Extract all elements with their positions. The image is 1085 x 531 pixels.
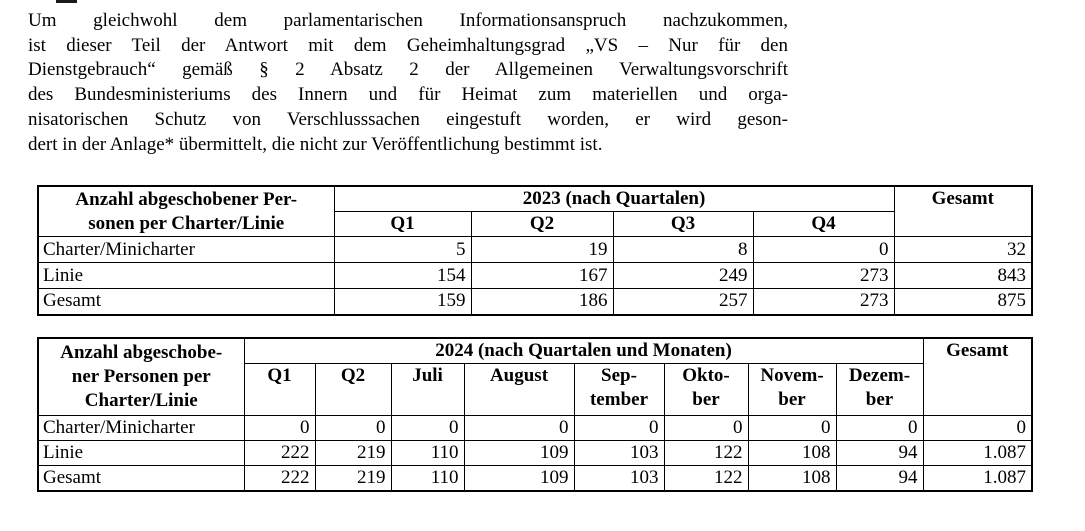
cell-value: 0 <box>836 416 923 441</box>
cell-value: 249 <box>613 263 753 289</box>
row-label: Linie <box>38 441 244 466</box>
cell-value: 122 <box>664 466 748 491</box>
cell-total: 843 <box>894 263 1032 289</box>
cell-value: 94 <box>836 441 923 466</box>
column-header-q2: Q2 <box>315 364 391 416</box>
cell-value: 0 <box>244 416 315 441</box>
cell-value: 167 <box>471 263 613 289</box>
cell-value: 222 <box>244 441 315 466</box>
table-row <box>38 263 1032 289</box>
cell-value: 273 <box>753 263 894 289</box>
cell-value: 110 <box>391 466 464 491</box>
cell-total: 875 <box>894 289 1032 315</box>
cell-value: 94 <box>836 466 923 491</box>
cell-value: 103 <box>574 466 664 491</box>
total-column-header-2024: Gesamt <box>923 338 1032 416</box>
cell-value: 8 <box>613 237 753 263</box>
deportations-2023-table <box>37 185 1033 316</box>
column-header-november: Novem- ber <box>748 364 836 416</box>
column-header-q2: Q2 <box>471 212 613 237</box>
cell-value: 273 <box>753 289 894 315</box>
row-header-line: Anzahl abgeschobener Per- <box>75 188 298 210</box>
paragraph-line: des Bundesministeriums des Innern und für Heimat zum materiellen und orga- <box>28 84 788 106</box>
column-header-q1: Q1 <box>334 212 471 237</box>
cell-value: 186 <box>471 289 613 315</box>
year-header-2024: 2024 (nach Quartalen und Monaten) <box>244 338 923 364</box>
cell-value: 219 <box>315 441 391 466</box>
paragraph-line: ist dieser Teil der Antwort mit dem Geheimhaltungsgrad „VS – Nur für den <box>28 34 788 56</box>
table-row <box>38 416 1032 441</box>
column-header-q4: Q4 <box>753 212 894 237</box>
cell-value: 108 <box>748 441 836 466</box>
row-header-title-2024 <box>38 338 244 416</box>
cell-value: 109 <box>464 441 574 466</box>
row-header-title-2023 <box>38 186 334 237</box>
cell-value: 159 <box>334 289 471 315</box>
row-header-line: sonen per Charter/Linie <box>88 212 285 234</box>
column-header-q1: Q1 <box>244 364 315 416</box>
cell-total: 1.087 <box>923 466 1032 491</box>
cell-value: 0 <box>391 416 464 441</box>
cell-value: 219 <box>315 466 391 491</box>
cell-value: 0 <box>464 416 574 441</box>
row-label: Charter/Minicharter <box>38 237 334 263</box>
cell-value: 110 <box>391 441 464 466</box>
cell-value: 257 <box>613 289 753 315</box>
total-column-header-2023: Gesamt <box>894 186 1032 237</box>
column-header-juli: Juli <box>391 364 464 416</box>
cell-value: 0 <box>315 416 391 441</box>
cell-total: 0 <box>923 416 1032 441</box>
deportations-2024-table <box>37 337 1033 492</box>
table-row <box>38 441 1032 466</box>
column-header-september: Sep- tember <box>574 364 664 416</box>
cell-value: 0 <box>748 416 836 441</box>
cell-value: 103 <box>574 441 664 466</box>
table-row <box>38 237 1032 263</box>
paragraph-line: Um gleichwohl dem parlamentarischen Informationsanspruch nachzukommen, <box>28 10 788 31</box>
paragraph-line: nisatorischen Schutz von Verschlusssachen eingestuft worden, er wird geson- <box>28 108 788 130</box>
row-header-line: ner Personen per <box>71 366 211 387</box>
row-label: Linie <box>38 263 334 289</box>
cell-value: 5 <box>334 237 471 263</box>
year-header-2023: 2023 (nach Quartalen) <box>334 186 894 212</box>
cell-value: 19 <box>471 237 613 263</box>
table-row <box>38 466 1032 491</box>
column-header-dezember: Dezem- ber <box>836 364 923 416</box>
column-header-august: August <box>464 364 574 416</box>
intro-paragraph <box>28 9 788 157</box>
row-label: Gesamt <box>38 289 334 315</box>
column-header-oktober: Okto- ber <box>664 364 748 416</box>
row-label: Charter/Minicharter <box>38 416 244 441</box>
cell-value: 0 <box>753 237 894 263</box>
row-header-line: Anzahl abgeschobe- <box>60 342 223 363</box>
row-label: Gesamt <box>38 466 244 491</box>
cell-value: 154 <box>334 263 471 289</box>
cell-value: 222 <box>244 466 315 491</box>
paragraph-line: Dienstgebrauch“ gemäß § 2 Absatz 2 der Allgemeinen Verwaltungsvorschrift <box>28 59 788 81</box>
cell-value: 108 <box>748 466 836 491</box>
cell-value: 122 <box>664 441 748 466</box>
paragraph-line: dert in der Anlage* übermittelt, die nicht zur Veröffentlichung bestimmt ist. <box>28 133 603 155</box>
cell-value: 0 <box>574 416 664 441</box>
cell-value: 109 <box>464 466 574 491</box>
cell-value: 0 <box>664 416 748 441</box>
cell-total: 32 <box>894 237 1032 263</box>
column-header-q3: Q3 <box>613 212 753 237</box>
row-header-line: Charter/Linie <box>84 390 198 411</box>
table-row <box>38 289 1032 315</box>
cell-total: 1.087 <box>923 441 1032 466</box>
clipped-previous-line-artifact <box>56 0 77 3</box>
